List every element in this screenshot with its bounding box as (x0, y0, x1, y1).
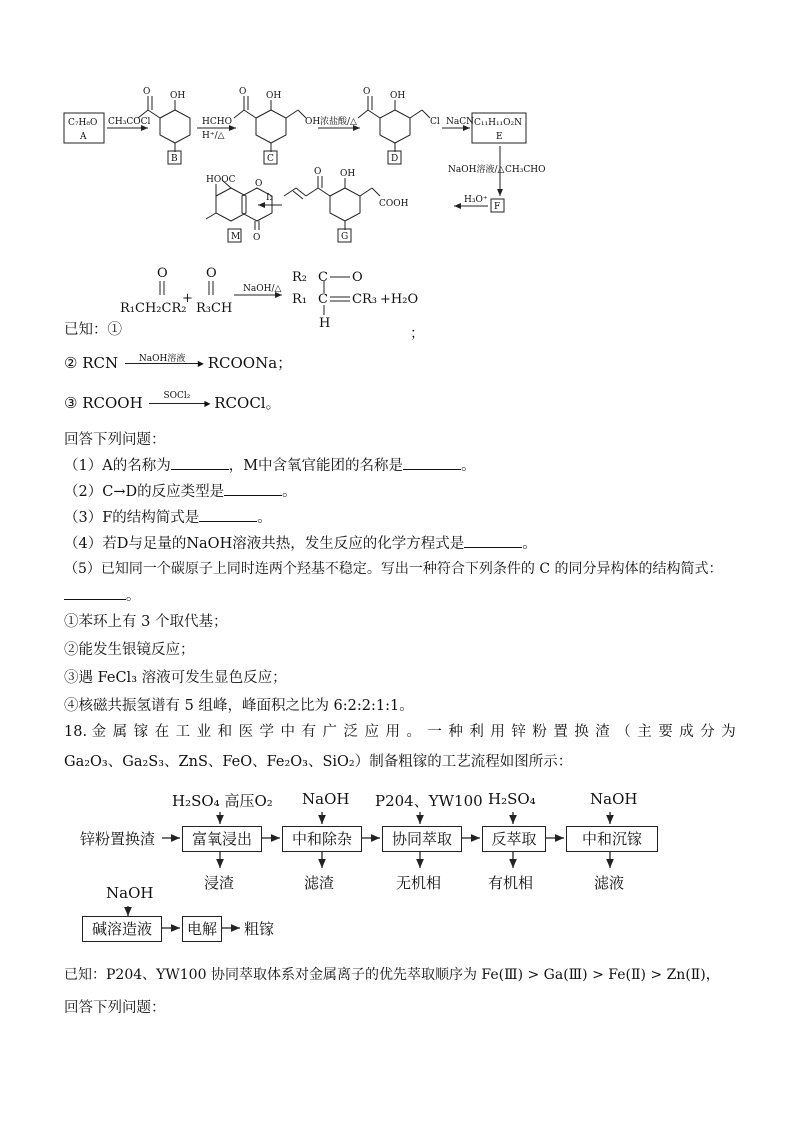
q18-line1-char: 为 (721, 724, 736, 740)
question-2: （2）C→D的反应类型是 。 (64, 484, 297, 500)
compound-f-label: F (494, 202, 501, 212)
compound-c-structure (234, 96, 306, 152)
process-flowchart (0, 780, 800, 950)
flow-output-1: 浸渣 (204, 874, 235, 892)
reagent-f-g: H₃O⁺ (464, 195, 488, 205)
q18-line1-char: 和 (217, 724, 233, 740)
known-prefix: 已知：① (64, 322, 122, 338)
q18-line1-char: 18. 金 (64, 724, 107, 740)
q18-line1-char: 在 (154, 724, 170, 740)
q18-line1-char: 学 (259, 724, 275, 740)
q18-line1-char: 镓 (133, 724, 149, 740)
synthesis-scheme (0, 0, 800, 250)
q18-line1-char: 用 (385, 724, 400, 740)
reagent-c-d: 浓盐酸/△ (320, 117, 357, 127)
svg-text:OH: OH (266, 91, 282, 101)
flow-step-5: 中和沉镓 (566, 826, 658, 852)
svg-text:O: O (143, 87, 151, 97)
svg-text:O: O (363, 87, 371, 97)
question-4: （4）若D与足量的NaOH溶液共热，发生反应的化学方程式是 。 (64, 536, 537, 552)
condition-4: ④核磁共振氢谱有 5 组峰，峰面积之比为 6:2:2:1:1。 (64, 698, 414, 714)
q18-line1-char: 属 (112, 724, 128, 740)
flow-step-6: 碱溶造液 (82, 916, 162, 942)
q18-ask: 回答下列问题： (64, 1000, 166, 1016)
q18-line1-char: 。 (406, 724, 421, 740)
svg-text:HOOC: HOOC (206, 175, 236, 185)
q18-line1-char: 分 (700, 724, 715, 740)
flow-input-5: NaOH (590, 790, 638, 808)
flow-input-6: NaOH (106, 884, 154, 902)
svg-text:OH: OH (170, 91, 186, 101)
q18-line1-char: 成 (679, 724, 694, 740)
svg-text:COOH: COOH (379, 199, 409, 209)
flow-input-3: P204、YW100 (375, 792, 483, 810)
flow-output-4: 有机相 (488, 874, 534, 892)
q18-line1-char: 利 (469, 724, 484, 740)
svg-text:OH: OH (305, 117, 321, 127)
q18-line1-char: （ (616, 724, 631, 740)
reagent-d-e: NaCN (446, 117, 475, 127)
condition-1: ①苯环上有 3 个取代基； (64, 614, 228, 630)
flow-step-3: 协同萃取 (382, 826, 462, 852)
compound-g-structure (284, 176, 380, 230)
flow-input-2: NaOH (302, 790, 350, 808)
svg-text:R₁CH₂CR₂: R₁CH₂CR₂ (120, 301, 187, 316)
flow-step-2: 中和除杂 (282, 826, 362, 852)
q18-line1-char: 粉 (532, 724, 547, 740)
svg-text:C: C (318, 270, 328, 285)
q18-line1-char: 广 (322, 724, 337, 740)
flow-output-5: 滤液 (594, 874, 625, 892)
svg-text:R₃CH: R₃CH (196, 301, 233, 316)
q18-line1-char: 种 (448, 724, 463, 740)
known-eq1-tail: +H₂O (380, 292, 419, 307)
compound-d-label: D (391, 154, 399, 164)
question-5: （5）已知同一个碳原子上同时连两个羟基不稳定。写出一种符合下列条件的 C 的同分异构体的结构简式： (64, 561, 723, 577)
q18-line1-char: 锌 (511, 724, 526, 740)
q18-line1-char: 置 (553, 724, 568, 740)
compound-e-formula: C₁₁H₁₁O₂N (474, 118, 523, 128)
svg-text:OH: OH (340, 169, 356, 179)
compound-m-label: M (231, 232, 241, 242)
svg-text:CR₃: CR₃ (352, 292, 377, 307)
known-eq1-end: ； (410, 326, 425, 342)
svg-text:Cl: Cl (430, 117, 440, 127)
q18-line1-char: 主 (637, 724, 652, 740)
q18-line1-char: 换 (574, 724, 589, 740)
compound-d-structure (358, 96, 430, 152)
flow-output-2: 滤渣 (304, 874, 335, 892)
q18-known: 已知：P204、YW100 协同萃取体系对金属离子的优先萃取顺序为 Fe(Ⅲ) > Ga(Ⅲ) > Fe(Ⅱ) > Zn(Ⅱ)， (64, 967, 720, 983)
compound-e-label: E (496, 132, 503, 142)
question-1: （1）A的名称为 ，M中含氧官能团的名称是 。 (64, 458, 476, 474)
compound-c-label: C (267, 154, 274, 164)
q18-line1-char: 泛 (343, 724, 358, 740)
flow-step-7: 电解 (182, 916, 222, 942)
condition-3: ③遇 FeCl₃ 溶液可发生显色反应； (64, 670, 287, 686)
compound-g-label: G (341, 232, 349, 242)
q18-line1-char: 要 (658, 724, 673, 740)
svg-text:O: O (352, 270, 363, 285)
question-5-blank: 。 (64, 584, 141, 605)
q18-line1-char: 有 (301, 724, 317, 740)
svg-text:H: H (319, 316, 331, 331)
flow-step-4: 反萃取 (482, 826, 546, 852)
known-eq3: ③ RCOOH SOCl₂ ▶ RCOCl。 (64, 391, 281, 412)
flow-start: 锌粉置换渣 (80, 830, 156, 848)
compound-a-formula: C₇H₈O (68, 118, 98, 128)
q18-line1-char: 渣 (595, 724, 610, 740)
condition-2: ②能发生银镜反应； (64, 642, 195, 658)
svg-text:O: O (206, 266, 217, 281)
flow-input-1: H₂SO₄ 高压O₂ (172, 792, 273, 810)
flow-input-4: H₂SO₄ (488, 790, 536, 808)
flow-output-3: 无机相 (396, 874, 442, 892)
compound-b-label: B (171, 154, 178, 164)
known-eq2: ② RCN NaOH溶液 ▶ RCOONa； (64, 354, 293, 372)
q18-line1-char: 业 (196, 724, 212, 740)
svg-text:O: O (255, 179, 263, 189)
compound-a-label: A (80, 132, 87, 142)
reagent-e-f-left: NaOH溶液/△ (448, 165, 505, 175)
q18-line2: Ga₂O₃、Ga₂S₃、ZnS、FeO、Fe₂O₃、SiO₂）制备粗镓的工艺流程如图所示： (64, 754, 573, 770)
q18-line1 (64, 720, 736, 741)
reagent-g-m: I₂ (266, 193, 274, 203)
svg-text:O: O (314, 167, 322, 177)
q18-line1-char: 工 (175, 724, 191, 740)
svg-text:R₁: R₁ (292, 292, 307, 307)
questions-intro: 回答下列问题： (64, 432, 166, 448)
svg-text:C: C (318, 292, 328, 307)
q18-line1-char: 一 (427, 724, 442, 740)
svg-text:+: + (182, 291, 193, 306)
svg-text:R₂: R₂ (292, 270, 307, 285)
q18-line1-char: 中 (280, 724, 296, 740)
flow-step-1: 富氧浸出 (182, 826, 262, 852)
svg-text:O: O (253, 233, 261, 243)
reagent-b-c-bottom: H⁺/△ (202, 131, 225, 141)
q18-line1-char: 应 (364, 724, 379, 740)
q18-line1-char: 用 (490, 724, 505, 740)
reagent-b-c-top: HCHO (202, 117, 232, 127)
q18-line1-char: 医 (238, 724, 254, 740)
reagent-a-b: CH₃COCl (108, 117, 151, 127)
svg-text:O: O (157, 266, 168, 281)
known-eq1-reagent: NaOH/△ (243, 284, 282, 294)
svg-text:OH: OH (390, 91, 406, 101)
question-3: （3）F的结构简式是 。 (64, 510, 272, 526)
flow-end: 粗镓 (244, 920, 275, 938)
svg-text:O: O (239, 87, 247, 97)
reagent-e-f-right: CH₃CHO (505, 165, 546, 175)
